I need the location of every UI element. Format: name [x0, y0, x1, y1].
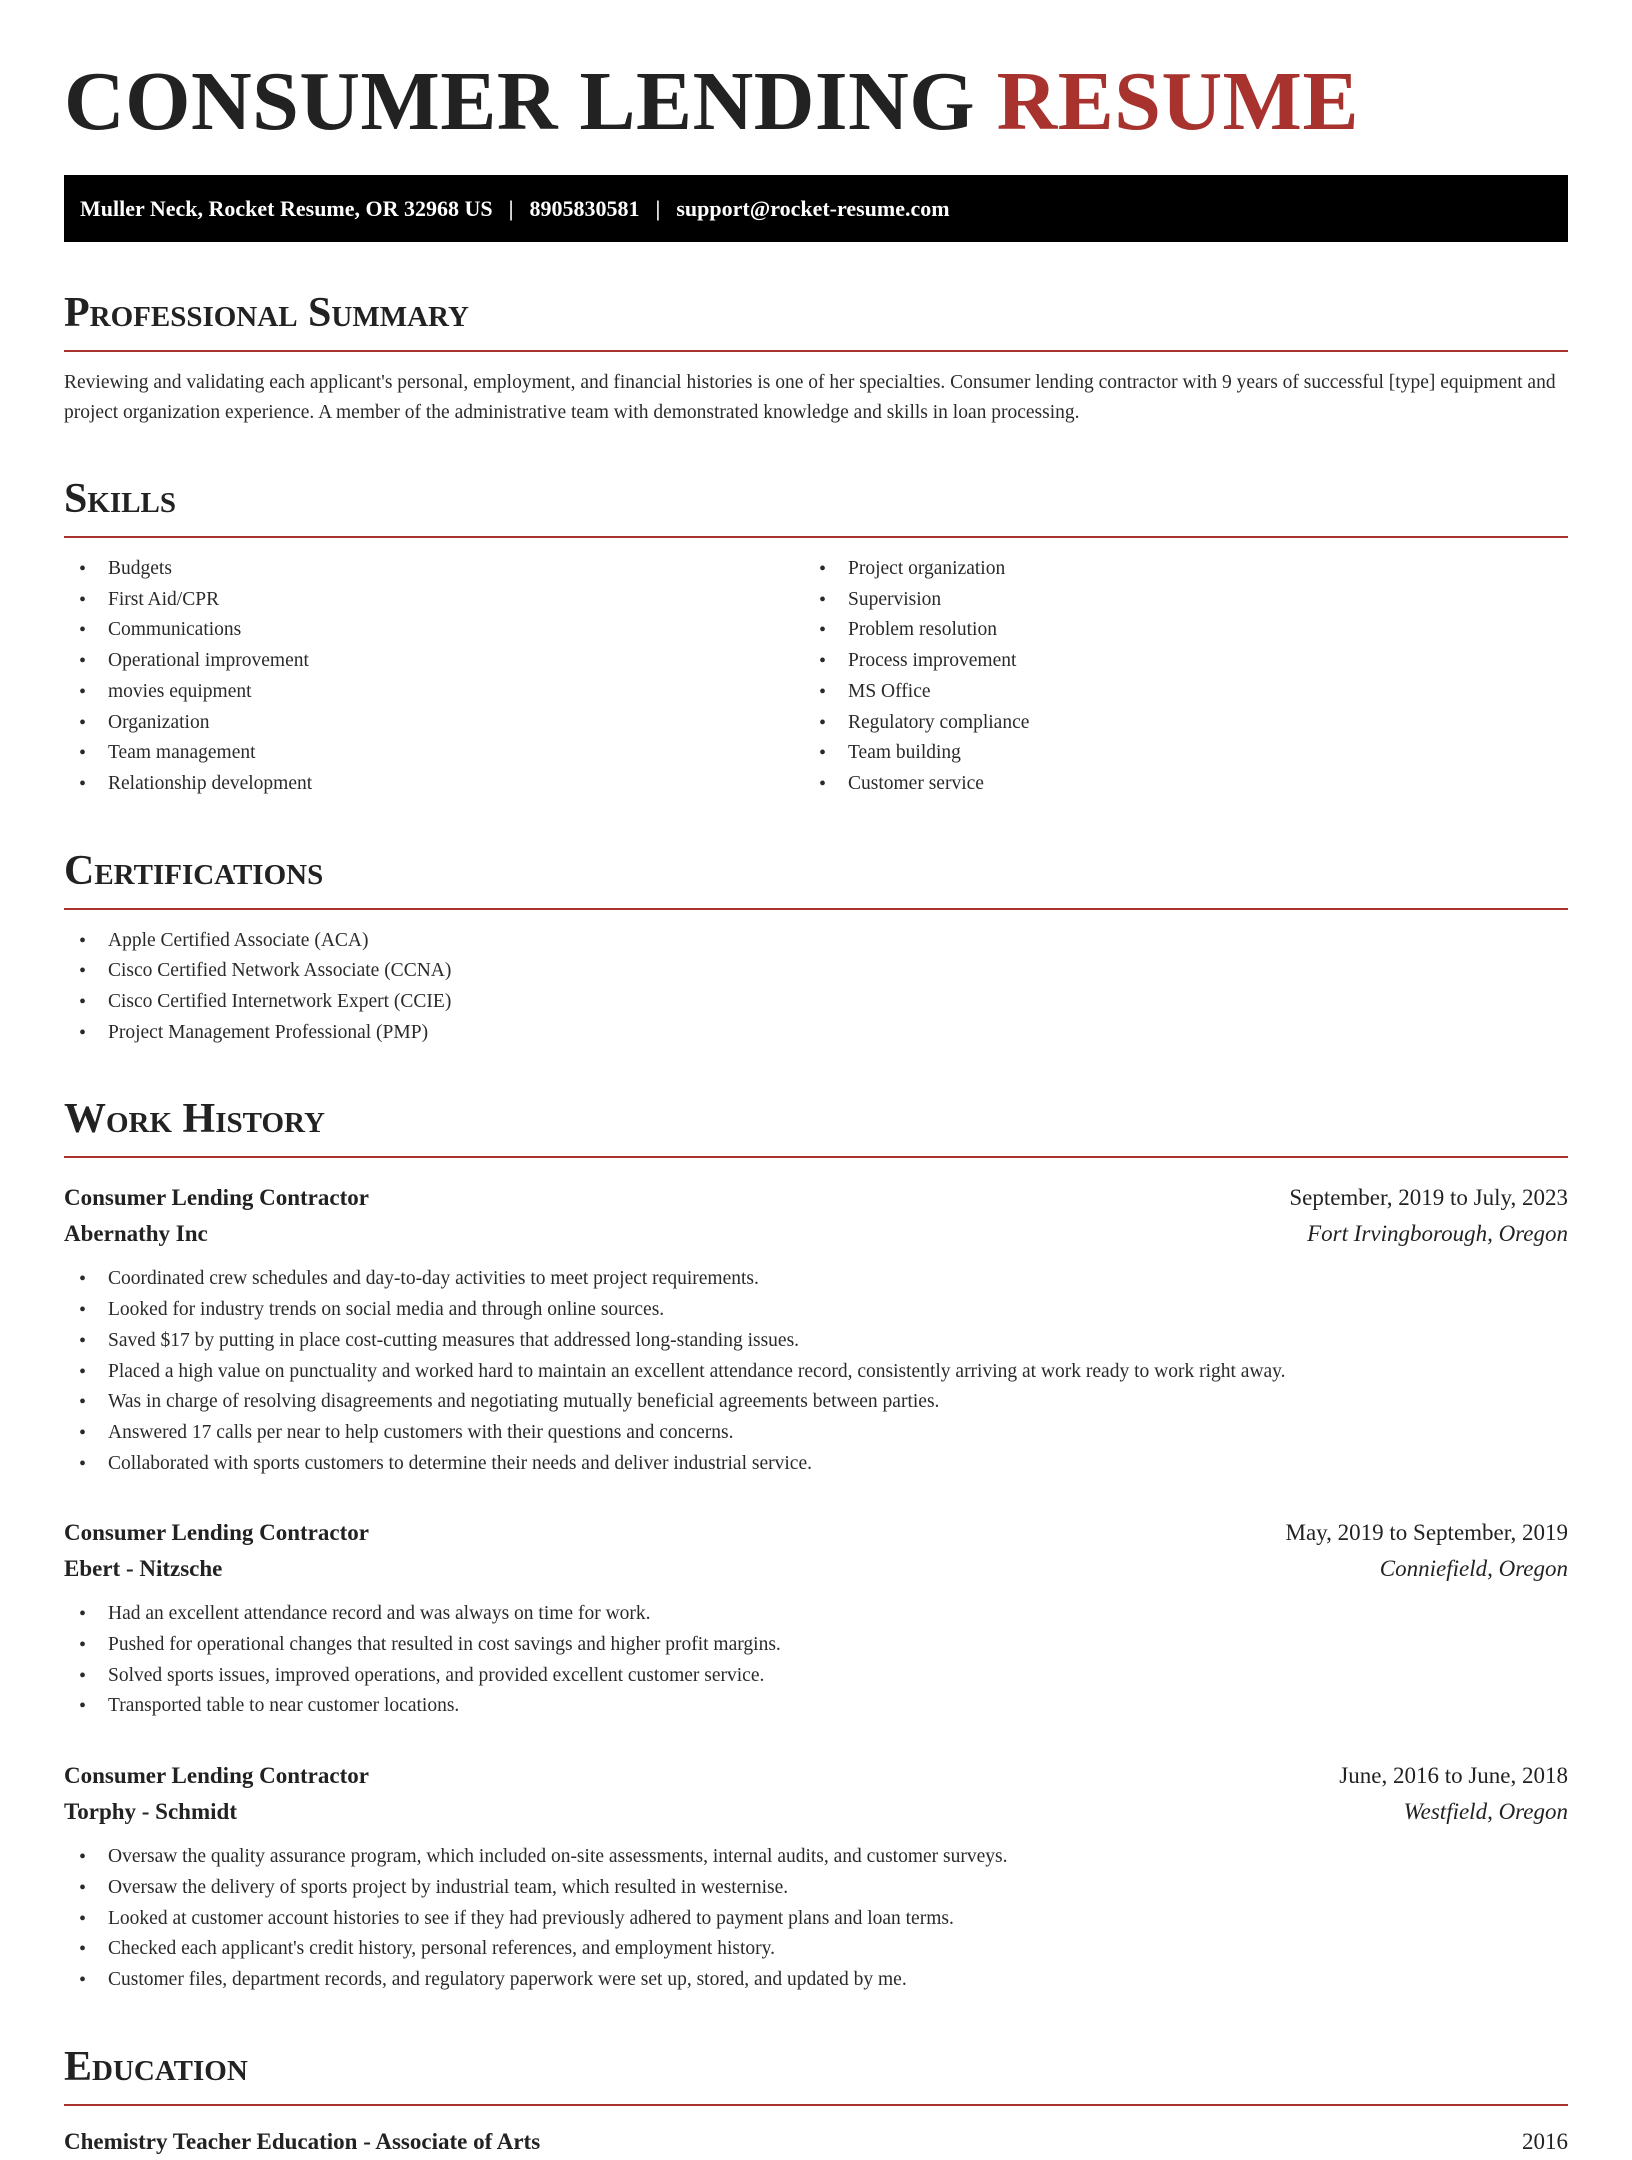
- job-title: Consumer Lending Contractor: [64, 1520, 369, 1546]
- skill-item: • Relationship development: [64, 769, 804, 800]
- job-duty: • Transported table to near customer locations.: [64, 1691, 1568, 1722]
- title-main: CONSUMER LENDING: [64, 55, 976, 148]
- skills-columns: [64, 538, 1568, 800]
- job-duty: • Oversaw the quality assurance program, which included on-site assessments, internal audits, and customer surveys.: [64, 1842, 1568, 1873]
- skills-section: [64, 474, 1568, 800]
- job-duty: • Looked for industry trends on social media and through online sources.: [64, 1295, 1568, 1326]
- contact-separator: |: [655, 195, 661, 221]
- job-company: Ebert - Nitzsche: [64, 1556, 223, 1582]
- job-header-row: [64, 1515, 1568, 1551]
- skill-item: • Organization: [64, 708, 804, 739]
- job-duty: • Collaborated with sports customers to determine their needs and deliver industrial service.: [64, 1449, 1568, 1480]
- job-location: Fort Irvingborough, Oregon: [1307, 1221, 1568, 1247]
- job-duty: • Customer files, department records, and regulatory paperwork were set up, stored, and updated by me.: [64, 1965, 1568, 1996]
- section-title: Professional Summary: [64, 290, 469, 336]
- section-divider: [64, 2104, 1568, 2106]
- resume-document: [64, 52, 1568, 2160]
- job-company-row: [64, 1551, 1568, 1587]
- section-divider: [64, 908, 1568, 910]
- section-title: Skills: [64, 476, 177, 522]
- job-duty: • Placed a high value on punctuality and worked hard to maintain an excellent attendance record, consistently arriving at work ready to work right away.: [64, 1357, 1568, 1388]
- job-company-row: [64, 1794, 1568, 1830]
- skill-item: • Process improvement: [804, 646, 1544, 677]
- education-year: 2016: [1522, 2128, 1568, 2154]
- contact-phone: 8905830581: [529, 195, 640, 221]
- contact-separator: |: [508, 195, 514, 221]
- certifications-list: [64, 926, 1568, 1049]
- skill-item: • Budgets: [64, 554, 804, 585]
- section-divider: [64, 350, 1568, 352]
- job-dates: June, 2016 to June, 2018: [1339, 1763, 1568, 1789]
- certifications-section: [64, 846, 1568, 1049]
- job-company: Torphy - Schmidt: [64, 1799, 237, 1825]
- job-title: Consumer Lending Contractor: [64, 1185, 369, 1211]
- job-duty: • Had an excellent attendance record and was always on time for work.: [64, 1599, 1568, 1630]
- skills-list-right: [804, 554, 1544, 800]
- skill-item: • MS Office: [804, 677, 1544, 708]
- skill-item: • Supervision: [804, 585, 1544, 616]
- job-duty: • Checked each applicant's credit history, personal references, and employment history.: [64, 1934, 1568, 1965]
- job-duties-list: [64, 1264, 1568, 1479]
- skill-item: • movies equipment: [64, 677, 804, 708]
- skill-item: • Communications: [64, 615, 804, 646]
- skill-item: • Problem resolution: [804, 615, 1544, 646]
- section-title: Certifications: [64, 847, 324, 894]
- contact-bar: [64, 175, 1568, 242]
- summary-text: Reviewing and validating each applicant's personal, employment, and financial histories is one of her specialties. Consumer lending contractor with 9 years of successful [type] equipment and project organization experience. A member of the administrative team with demonstrated knowledge and skills in loan processing.: [64, 372, 1556, 423]
- education-section: [64, 2042, 1568, 2160]
- section-title: Education: [64, 2043, 248, 2090]
- resume-title: [64, 52, 1568, 152]
- job-duty: • Coordinated crew schedules and day-to-day activities to meet project requirements.: [64, 1264, 1568, 1295]
- job-header-row: [64, 1758, 1568, 1794]
- job-duty: • Was in charge of resolving disagreements and negotiating mutually beneficial agreements between parties.: [64, 1387, 1568, 1418]
- certification-item: • Cisco Certified Network Associate (CCNA): [64, 956, 1568, 987]
- work-history-section: [64, 1094, 1568, 1995]
- section-title: Work History: [64, 1096, 325, 1143]
- education-entry: [64, 2124, 1568, 2160]
- job-location: Westfield, Oregon: [1403, 1799, 1568, 1825]
- job-company-row: [64, 1216, 1568, 1252]
- certification-item: • Project Management Professional (PMP): [64, 1018, 1568, 1049]
- title-accent: RESUME: [996, 55, 1359, 148]
- summary-section: [64, 288, 1568, 428]
- job-location: Conniefield, Oregon: [1379, 1556, 1568, 1582]
- job-duty: • Looked at customer account histories to see if they had previously adhered to payment plans and loan terms.: [64, 1904, 1568, 1935]
- job-dates: May, 2019 to September, 2019: [1285, 1520, 1568, 1546]
- job-duties-list: [64, 1842, 1568, 1996]
- skill-item: • Regulatory compliance: [804, 708, 1544, 739]
- job-duty: • Oversaw the delivery of sports project by industrial team, which resulted in westernise.: [64, 1873, 1568, 1904]
- skill-item: • Customer service: [804, 769, 1544, 800]
- section-divider: [64, 1156, 1568, 1158]
- contact-email: support@rocket-resume.com: [676, 195, 950, 221]
- job-header-row: [64, 1180, 1568, 1216]
- job-duties-list: [64, 1599, 1568, 1722]
- job-entry: [64, 1180, 1568, 1479]
- certification-item: • Cisco Certified Internetwork Expert (CCIE): [64, 987, 1568, 1018]
- job-duty: • Pushed for operational changes that resulted in cost savings and higher profit margins.: [64, 1630, 1568, 1661]
- job-title: Consumer Lending Contractor: [64, 1763, 369, 1789]
- certification-item: • Apple Certified Associate (ACA): [64, 926, 1568, 957]
- job-entry: [64, 1758, 1568, 1996]
- skills-list-left: [64, 554, 804, 800]
- contact-address: Muller Neck, Rocket Resume, OR 32968 US: [80, 195, 493, 221]
- skill-item: • Team building: [804, 738, 1544, 769]
- job-duty: • Saved $17 by putting in place cost-cutting measures that addressed long-standing issues.: [64, 1326, 1568, 1357]
- skill-item: • Project organization: [804, 554, 1544, 585]
- skill-item: • Operational improvement: [64, 646, 804, 677]
- job-company: Abernathy Inc: [64, 1221, 208, 1247]
- skill-item: • Team management: [64, 738, 804, 769]
- job-duty: • Answered 17 calls per near to help customers with their questions and concerns.: [64, 1418, 1568, 1449]
- job-dates: September, 2019 to July, 2023: [1289, 1185, 1568, 1211]
- education-degree: Chemistry Teacher Education - Associate of Arts: [64, 2128, 541, 2154]
- job-duty: • Solved sports issues, improved operations, and provided excellent customer service.: [64, 1661, 1568, 1692]
- skill-item: • First Aid/CPR: [64, 585, 804, 616]
- job-entry: [64, 1515, 1568, 1722]
